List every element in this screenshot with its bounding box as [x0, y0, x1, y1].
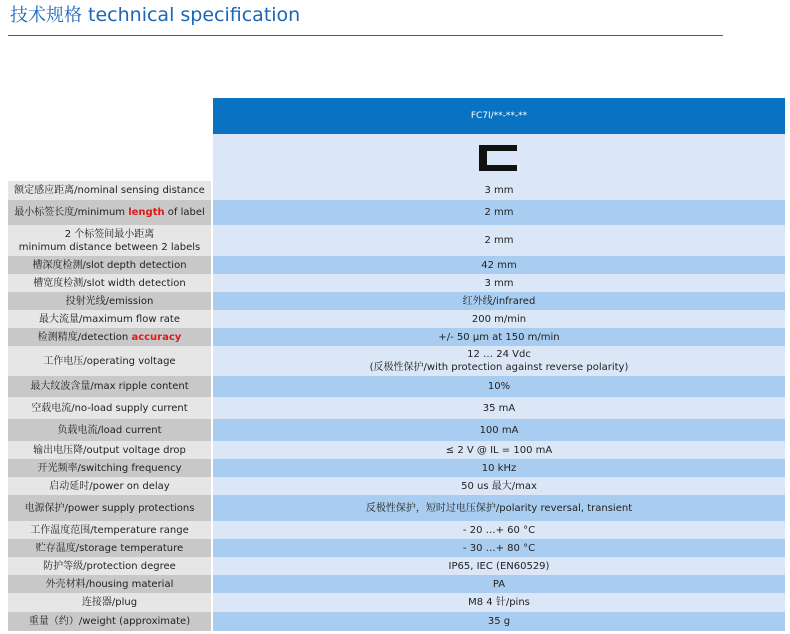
spec-value — [213, 346, 785, 376]
spec-value: 200 m/min — [213, 310, 785, 328]
spec-value: IP65, IEC (EN60529) — [213, 557, 785, 575]
slot-sensor-symbol-icon — [479, 145, 519, 171]
spec-label-text: 最小标签长度/minimum — [14, 207, 129, 218]
spec-row-accuracy — [0, 328, 790, 346]
spec-row-power-protections — [0, 495, 790, 521]
model-header — [213, 98, 785, 134]
spec-label: 最大纹波含量/max ripple content — [8, 376, 211, 397]
spec-label-text: of label — [164, 207, 205, 218]
spec-value: - 20 …+ 60 °C — [213, 521, 785, 539]
spec-label — [8, 200, 211, 225]
spec-row-storage-temperature — [0, 539, 790, 557]
spec-label: 工作电压/operating voltage — [8, 346, 211, 376]
spec-row-temperature-range — [0, 521, 790, 539]
spec-row-switching-frequency — [0, 459, 790, 477]
spec-value: 42 mm — [213, 256, 785, 274]
spec-row-operating-voltage — [0, 346, 790, 376]
spec-label: 外壳材料/housing material — [8, 575, 211, 593]
spec-label — [8, 328, 211, 346]
spec-value: 10% — [213, 376, 785, 397]
page-title-cn: 技术规格 — [10, 5, 82, 26]
spec-label: 工作温度范围/temperature range — [8, 521, 211, 539]
spec-label: 开光频率/switching frequency — [8, 459, 211, 477]
spec-label: 贮存温度/storage temperature — [8, 539, 211, 557]
page-title-en: technical specification — [82, 4, 301, 26]
spec-row-emission — [0, 292, 790, 310]
spec-value: 50 us 最大/max — [213, 477, 785, 495]
spec-value: 35 mA — [213, 397, 785, 419]
spec-label-highlight: accuracy — [131, 331, 182, 343]
spec-row-no-load-current — [0, 397, 790, 419]
spec-label: 防护等级/protection degree — [8, 557, 211, 575]
spec-row-housing-material — [0, 575, 790, 593]
spec-value: 2 mm — [213, 200, 785, 225]
spec-value: 反极性保护，短时过电压保护/polarity reversal, transient — [213, 495, 785, 521]
spec-value: 100 mA — [213, 419, 785, 441]
spec-label: 启动延时/power on delay — [8, 477, 211, 495]
spec-row-plug — [0, 593, 790, 612]
spec-value: 3 mm — [213, 181, 785, 200]
spec-label: 电源保护/power supply protections — [8, 495, 211, 521]
spec-label: 重量（约）/weight (approximate) — [8, 612, 211, 631]
model-code: FC7I/**-**-** — [470, 111, 528, 121]
spec-row-ripple — [0, 376, 790, 397]
spec-label-line: minimum distance between 2 labels — [18, 241, 201, 253]
title-divider — [8, 35, 723, 36]
spec-label: 最大流量/maximum flow rate — [8, 310, 211, 328]
spec-value: PA — [213, 575, 785, 593]
spec-row-voltage-drop — [0, 441, 790, 459]
spec-row-load-current — [0, 419, 790, 441]
spec-row-power-on-delay — [0, 477, 790, 495]
spec-label: 投射光线/emission — [8, 292, 211, 310]
spec-value: +/- 50 µm at 150 m/min — [213, 328, 785, 346]
spec-value: 10 kHz — [213, 459, 785, 477]
page-title — [10, 3, 300, 28]
symbol-cell — [213, 134, 785, 181]
spec-label-highlight: length — [128, 207, 165, 218]
spec-row-weight — [0, 612, 790, 631]
spec-value: 35 g — [213, 612, 785, 631]
spec-label — [8, 225, 211, 256]
spec-label: 连接器/plug — [8, 593, 211, 612]
spec-label-line: 2 个标签间最小距离 — [64, 228, 155, 240]
spec-label-text: 检测精度/detection — [37, 331, 132, 343]
spec-value: ≤ 2 V @ IL = 100 mA — [213, 441, 785, 459]
spec-label: 槽深度检测/slot depth detection — [8, 256, 211, 274]
spec-label: 额定感应距离/nominal sensing distance — [8, 181, 211, 200]
spec-row-slot-width — [0, 274, 790, 292]
spec-label: 负载电流/load current — [8, 419, 211, 441]
spec-value: 3 mm — [213, 274, 785, 292]
spec-value: 2 mm — [213, 225, 785, 256]
spec-label: 槽宽度检测/slot width detection — [8, 274, 211, 292]
spec-row-nominal-distance — [0, 181, 790, 200]
spec-value: M8 4 针/pins — [213, 593, 785, 612]
spec-row-flow-rate — [0, 310, 790, 328]
spec-label: 空载电流/no-load supply current — [8, 397, 211, 419]
spec-row-slot-depth — [0, 256, 790, 274]
spec-row-protection-degree — [0, 557, 790, 575]
spec-value: 红外线/infrared — [213, 292, 785, 310]
spec-value-line: (反极性保护/with protection against reverse polarity) — [369, 362, 629, 373]
spec-value-line: 12 … 24 Vdc — [467, 349, 531, 360]
spec-label: 输出电压降/output voltage drop — [8, 441, 211, 459]
spec-value: - 30 …+ 80 °C — [213, 539, 785, 557]
spec-row-min-distance-labels — [0, 225, 790, 256]
spec-row-min-label-length — [0, 200, 790, 225]
